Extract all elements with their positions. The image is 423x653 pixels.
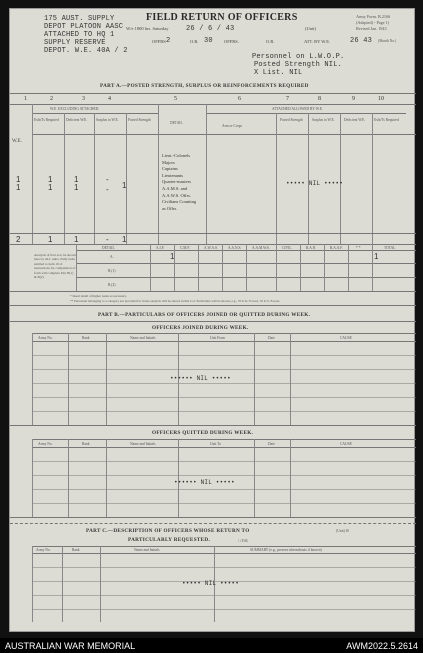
sub-header-r-estb: Estb/Ts Required [374,118,399,122]
quitted-title: OFFICERS QUITTED DURING WEEK. [152,430,254,436]
partc-col-army-no: Army No. [36,548,51,552]
month-no-label: (Month No.) [378,39,397,43]
sub-header-arm: Arm or Corps [222,124,242,128]
col-number-9: 9 [352,96,355,102]
joined-title: OFFICERS JOINED DURING WEEK. [152,325,249,331]
footer-institution: AUSTRALIAN WAR MEMORIAL [5,641,136,651]
ranks-list [162,153,196,212]
detail-col-aif: A.I.F. [156,246,165,250]
sub-header-r-deficient: Deficient W.E. [344,118,366,122]
joined-col-date: Date [268,336,275,340]
sub-header-r-surplus: Surplus to W.E. [312,118,335,122]
row1-col2: 1 [48,175,53,184]
footer-accession-number: AWM2022.5.2614 [346,641,418,651]
unit-line-2: DEPOT PLATOON AASC [44,23,124,31]
detail-col-total: TOTAL [384,246,396,250]
form-title: FIELD RETURN OF OFFICERS [146,12,298,23]
col-number-6: 6 [238,96,241,102]
part-c-date: / /194 [238,538,248,543]
row1-col1: 1 [16,175,21,184]
quitted-col-cause: CAUSE [340,442,352,446]
row1-col3: 1 [74,175,79,184]
quitted-col-unit-to: Unit To [210,442,221,446]
unit-line-3: ATTACHED TO HQ 1 [44,31,115,39]
row1-col4: - [106,175,109,184]
unit-line-4: SUPPLY RESERVE [44,39,106,47]
joined-col-army-no: Army No. [38,336,53,340]
col-number-3: 3 [82,96,85,102]
total-col1: 2 [16,235,21,244]
or-value: 30 [204,37,213,45]
col-number-1: 1 [24,96,27,102]
row2-col1: 1 [16,183,21,192]
detail-header: DETAIL [170,121,183,125]
rank-as-offrs: as Offrs. [162,205,178,211]
sub-header-r-posted: Posted Strength [280,118,303,122]
detail-row-b1: B.(1) [108,269,116,273]
typed-note-3: X List. NIL [254,69,303,77]
partc-col-rank: Rank [72,548,80,552]
army-form-number: Army Form. B.2166 [356,14,391,19]
col-number-10: 10 [378,96,384,102]
detail-col-ran: R.A.N. [306,246,317,250]
attached-nil-1: ••••• NIL ••••• [286,180,344,187]
rank-majors: Majors [162,159,175,165]
rank-aamws: A.A.W.S. Offrs. [162,192,192,198]
quitted-col-name: Name and Initials [130,442,156,446]
rank-quartermasters: Quarter-masters [162,179,191,185]
we-row-label: W.E. [12,139,22,144]
joined-col-name: Name and Initials [130,336,156,340]
total-col3: 1 [74,235,79,244]
row2-col3: 1 [74,183,79,192]
joined-col-cause: CAUSE [340,336,352,340]
joined-col-rank: Rank [82,336,90,340]
unit-label: (Unit) [305,26,316,31]
total-col4: - [106,235,109,244]
part-c-title-2: PARTICULARLY REQUESTED. [128,537,211,543]
detail-col-aans: A.A.N.S. [228,246,242,250]
sub-header-posted: Posted Strength [128,118,151,122]
sub-header-surplus: Surplus to W.E. [96,118,119,122]
col-number-2: 2 [50,96,53,102]
row1-col5: 1 [122,181,127,190]
or2-label: O.R. [266,39,275,44]
detail-col-raaf: R.A.A.F. [330,246,343,250]
footnote-1: * Insert detail of higher ranks as necessary. [70,294,127,298]
quitted-nil: •••••• NIL ••••• [174,479,235,486]
attached-header: ATTACHED ALLOWED BY W.E. [272,107,323,111]
sub-header-deficient: Deficient W.E. [66,118,88,122]
document-sheet [9,8,415,632]
rank-captains: Captains [162,166,178,172]
detail-col-awas: A.W.A.S. [204,246,218,250]
row2-col4: - [106,185,109,194]
offrs-label: OFFRS [152,39,166,44]
typed-note-1: Personnel on L.W.O.P. [252,53,345,61]
partc-col-summary: SUMMARY (e.g., present whereabouts if known) [250,548,322,552]
col-number-7: 7 [286,96,289,102]
col-number-4: 4 [108,96,111,102]
we-excluding-header: W.E. EXCLUDING ATTACHED. [50,107,100,111]
detail-row-a: A. [110,255,114,259]
form-adapted: (Adapted) - Page 1) [356,20,390,25]
part-b-title: PART B.—PARTICULARS OF OFFICERS JOINED OR QUITTED DURING WEEK. [98,312,311,318]
detail-col-other: * * [356,246,361,250]
rank-aams: A.A.M.S. and [162,185,188,191]
unit-line-5: DEPOT. W.E. 40A / 2 [44,47,128,55]
detail-col-detail: DETAIL [102,246,115,250]
col-number-5: 5 [174,96,177,102]
form-revised: Revised Jan. 1943 [356,26,387,31]
partc-nil: ••••• NIL ••••• [182,580,240,587]
total-col2: 1 [48,235,53,244]
joined-nil: •••••• NIL ••••• [170,375,231,382]
week-ending-value: 26 / 6 / 43 [186,25,235,33]
or-label: O.R. [190,39,199,44]
total-col5: 1 [122,235,127,244]
part-a-title: PART A.—POSTED STRENGTH, SURPLUS OR REINFORCEMENTS REQUIRED [100,83,309,89]
offrs-value: 2 [166,37,171,45]
typed-note-2: Posted Strength NIL. [254,61,343,69]
part-c-title: PART C.—DESCRIPTION OF OFFICERS WHOSE RETURN TO [86,528,250,534]
detail-cmf-value: 1 [170,252,175,261]
col-number-8: 8 [318,96,321,102]
detail-row-b2: B.(2) [108,283,116,287]
att-by-we-label: ATT. BY W.E. [304,39,331,44]
detail-total-value: 1 [374,252,379,261]
partc-col-name: Name and Initials [134,548,160,552]
rank-lieut-colonels: Lieut.-Colonels [162,153,191,158]
footnote-2: ** Personnel belonging to a category not provided for in the analysis will be shown in this Col. Particulars will be shown, e.g., 35 U.K. Forces, 35 U.S. Forces. [70,299,281,303]
detail-col-cmf: C.M.F. [180,246,190,250]
quitted-col-rank: Rank [82,442,90,446]
quitted-col-army-no: Army No. [38,442,53,446]
footer-bar [0,638,423,653]
rank-civilians: Civilians Counting [162,199,197,205]
row2-col2: 1 [48,183,53,192]
offrs2-label: OFFRS. [224,39,239,44]
part-c-unit-is: (Unit) IS [336,529,349,533]
sub-header-estb: Estb/Ts Required [34,118,59,122]
rank-lieutenants: Lieutenants [162,172,183,178]
analysis-note: Analysis of Part A to be shown here by ALL units. Fully units entitled to item 10 of instructions for compilation of form will complete Part B(1) & B(2) [34,253,77,280]
detail-col-aamws: A.A.M.W.S. [252,246,270,250]
unit-line-1: 175 AUST. SUPPLY [44,15,115,23]
detail-col-civil: CIVIL [282,246,292,250]
week-ending-label: W/e 1800 hrs. Saturday [126,26,169,31]
joined-col-unit-from: Unit From [210,336,226,340]
date-right: 26 43 [350,37,373,45]
quitted-col-date: Date [268,442,275,446]
